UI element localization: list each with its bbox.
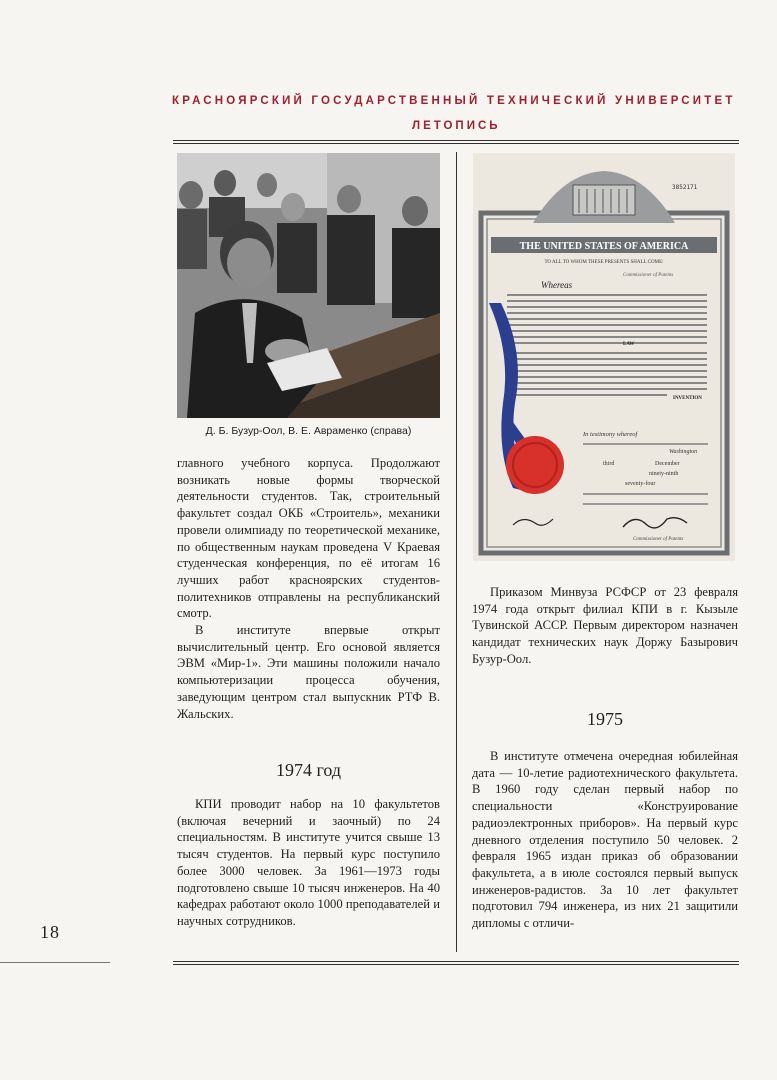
photo-illustration — [177, 153, 440, 418]
patent-city: Washington — [669, 449, 698, 455]
left-column-text — [177, 455, 440, 722]
right-1975-paragraph: В институте отмечена очередная юбилейная дата — 10-летие радиотехнического факультета. В 1960 году сделан первый набор по специальности «Конструирование радиоэлектронных приборов». На первый курс дневного отделения поступило 50 человек. 2 февраля 1965 издан приказ об образовании факультета, а в июле состоялся первый выпуск инженеров-радистов. За 10 лет факультет подготовил 794 инженера, из них 21 защитили дипломы с отличи- — [472, 749, 738, 931]
patent-commissioner-top: Commissioner of Patents — [623, 273, 674, 278]
photo-buzur-ool-avramenko — [177, 153, 440, 418]
patent-month: December — [655, 461, 680, 467]
page-number: 18 — [40, 922, 60, 942]
patent-country-heading: THE UNITED STATES OF AMERICA — [519, 241, 689, 252]
right-column-text — [472, 584, 738, 668]
patent-certificate-image — [473, 153, 735, 561]
footer-rule-double — [173, 964, 739, 965]
running-header-section: ЛЕТОПИСЬ — [412, 120, 501, 132]
year-heading-1974: 1974 год — [275, 760, 342, 780]
patent-certificate-illustration — [473, 153, 735, 561]
left-paragraph-1: главного учебного корпуса. Продолжают возникать новые формы творческой деятельности студентов. Так, строительный факультет создал ОКБ «Строитель», механики провели олимпиаду по теоретической механике, по общественным наукам проведена V Краевая студенческая конференция, по её итогам 16 лучших работ красноярских студентов-политехников отправлены на республиканский смотр. — [177, 456, 440, 621]
patent-testimony: In testimony whereof — [583, 431, 638, 438]
red-seal — [506, 436, 564, 494]
patent-commissioner-bottom: Commissioner of Patents — [633, 537, 684, 542]
patent-number: 3852171 — [672, 184, 698, 191]
patent-independence: ninety-ninth — [649, 471, 679, 477]
right-paragraph-filial: Приказом Минвуза РСФСР от 23 февраля 1974 года открыт филиал КПИ в г. Кызыле Тувинской АССР. Первым директором назначен кандидат технических наук Доржу Базырович Бузур-Оол. — [472, 585, 738, 666]
photo-caption: Д. Б. Бузур-Оол, В. Е. Авраменко (справа) — [205, 425, 412, 437]
header-rule — [173, 140, 739, 141]
patent-greeting: TO ALL TO WHOM THESE PRESENTS SHALL COME: — [544, 260, 664, 265]
column-divider — [456, 152, 457, 952]
patent-whereas: Whereas — [541, 280, 573, 290]
patent-day: third — [603, 461, 615, 467]
patent-law-word: LAW — [623, 342, 635, 347]
year-heading-1975: 1975 — [587, 709, 623, 729]
left-1974-paragraph: КПИ проводит набор на 10 факультетов (включая вечерний и заочный) по 24 специальностям. В институте учится свыше 13 тысяч студентов. На первый курс поступило более 3000 человек. За 1961—1973 годы подготовлено свыше 10 тысяч инженеров. На 40 кафедрах работают около 1000 преподавателей и научных сотрудников. — [177, 797, 440, 928]
footer-rule — [173, 961, 739, 962]
left-paragraph-2: В институте впервые открыт вычислительный центр. Его основой является ЭВМ «Мир-1». Эти машины положили начало компьютеризации процесса обучения, заведующим центром стал выпускник РТФ В. Жальских. — [177, 623, 440, 721]
patent-invention-word: INVENTION — [673, 396, 702, 401]
header-rule-double — [173, 143, 739, 144]
right-column-1975-text — [472, 748, 738, 932]
running-header-university: КРАСНОЯРСКИЙ ГОСУДАРСТВЕННЫЙ ТЕХНИЧЕСКИЙ УНИВЕРСИТЕТ — [172, 95, 736, 107]
left-column-1974-text — [177, 796, 440, 930]
patent-year-words: seventy-four — [625, 481, 656, 487]
margin-line — [0, 962, 110, 963]
